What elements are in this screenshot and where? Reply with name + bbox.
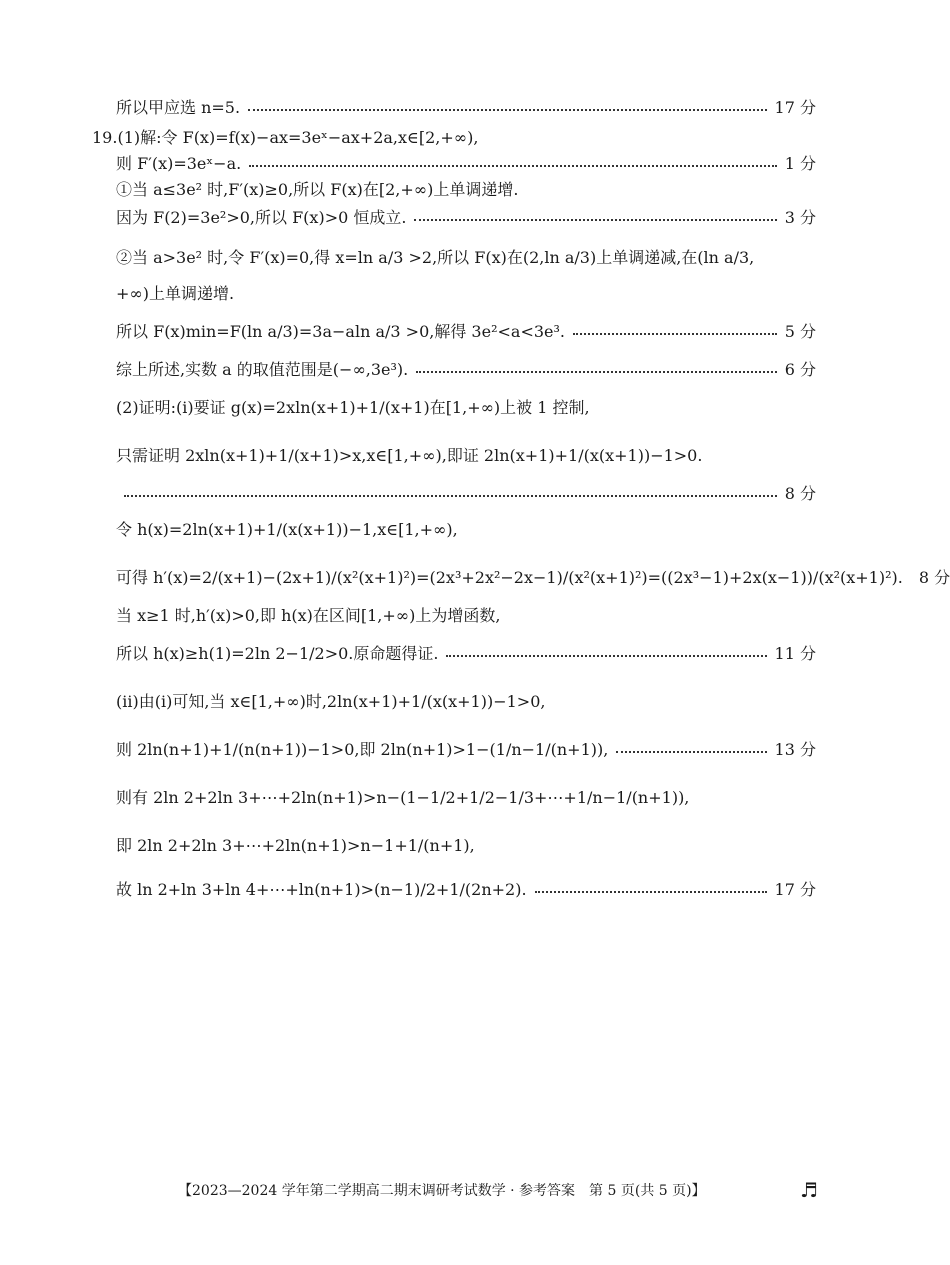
answer-line: 因为 F(2)=3e²>0,所以 F(x)>0 恒成立. 3 分 (116, 207, 816, 227)
answer-line: 可得 h′(x)=2/(x+1)−(2x+1)/(x²(x+1)²)=(2x³+2x²−2x−1)/(x²(x+1)²)=((2x³−1)+2x(x−1))/(x²(x+1)²). 8 分 (116, 567, 950, 587)
answer-line: 综上所述,实数 a 的取值范围是(−∞,3e³). 6 分 (116, 359, 816, 379)
answer-line: 所以甲应选 n=5. 17 分 (116, 97, 816, 117)
answer-line: 则 2ln(n+1)+1/(n(n+1))−1>0,即 2ln(n+1)>1−(1/n−1/(n+1)), 13 分 (116, 739, 816, 759)
page-footer: 【2023—2024 学年第二学期高二期末调研考试数学 · 参考答案 第 5 页(共 5 页)】 (178, 1183, 706, 1199)
music-note-icon: ♬ (800, 1178, 818, 1202)
answer-line: 所以 F(x)min=F(ln a/3)=3a−aln a/3 >0,解得 3e²<a<3e³. 5 分 (116, 321, 816, 341)
answer-line: 即 2ln 2+2ln 3+⋯+2ln(n+1)>n−1+1/(n+1), (116, 835, 475, 855)
answer-line: 当 x≥1 时,h′(x)>0,即 h(x)在区间[1,+∞)上为增函数, (116, 605, 501, 625)
answer-line: (2)证明:(ⅰ)要证 g(x)=2xln(x+1)+1/(x+1)在[1,+∞)上被 1 控制, (116, 397, 590, 417)
answer-line: 所以 h(x)≥h(1)=2ln 2−1/2>0.原命题得证. 11 分 (116, 643, 816, 663)
answer-line: ①当 a≤3e² 时,F′(x)≥0,所以 F(x)在[2,+∞)上单调递增. (116, 179, 519, 199)
answer-line: +∞)上单调递增. (116, 283, 235, 303)
answer-line: 故 ln 2+ln 3+ln 4+⋯+ln(n+1)>(n−1)/2+1/(2n+2). 17 分 (116, 879, 816, 899)
answer-line: ②当 a>3e² 时,令 F′(x)=0,得 x=ln a/3 >2,所以 F(x)在(2,ln a/3)上单调递减,在(ln a/3, (116, 247, 755, 267)
answer-line: 令 h(x)=2ln(x+1)+1/(x(x+1))−1,x∈[1,+∞), (116, 519, 458, 539)
answer-line: 只需证明 2xln(x+1)+1/(x+1)>x,x∈[1,+∞),即证 2ln(x+1)+1/(x(x+1))−1>0. (116, 445, 703, 465)
answer-line: (ⅱ)由(ⅰ)可知,当 x∈[1,+∞)时,2ln(x+1)+1/(x(x+1))−1>0, (116, 691, 546, 711)
answer-line: 则 F′(x)=3eˣ−a. 1 分 (116, 153, 816, 173)
answer-line: 则有 2ln 2+2ln 3+⋯+2ln(n+1)>n−(1−1/2+1/2−1/3+⋯+1/n−1/(n+1)), (116, 787, 690, 807)
answer-line: 19.(1)解:令 F(x)=f(x)−ax=3eˣ−ax+2a,x∈[2,+∞), (92, 127, 479, 147)
answer-line: 8 分 (116, 472, 816, 512)
